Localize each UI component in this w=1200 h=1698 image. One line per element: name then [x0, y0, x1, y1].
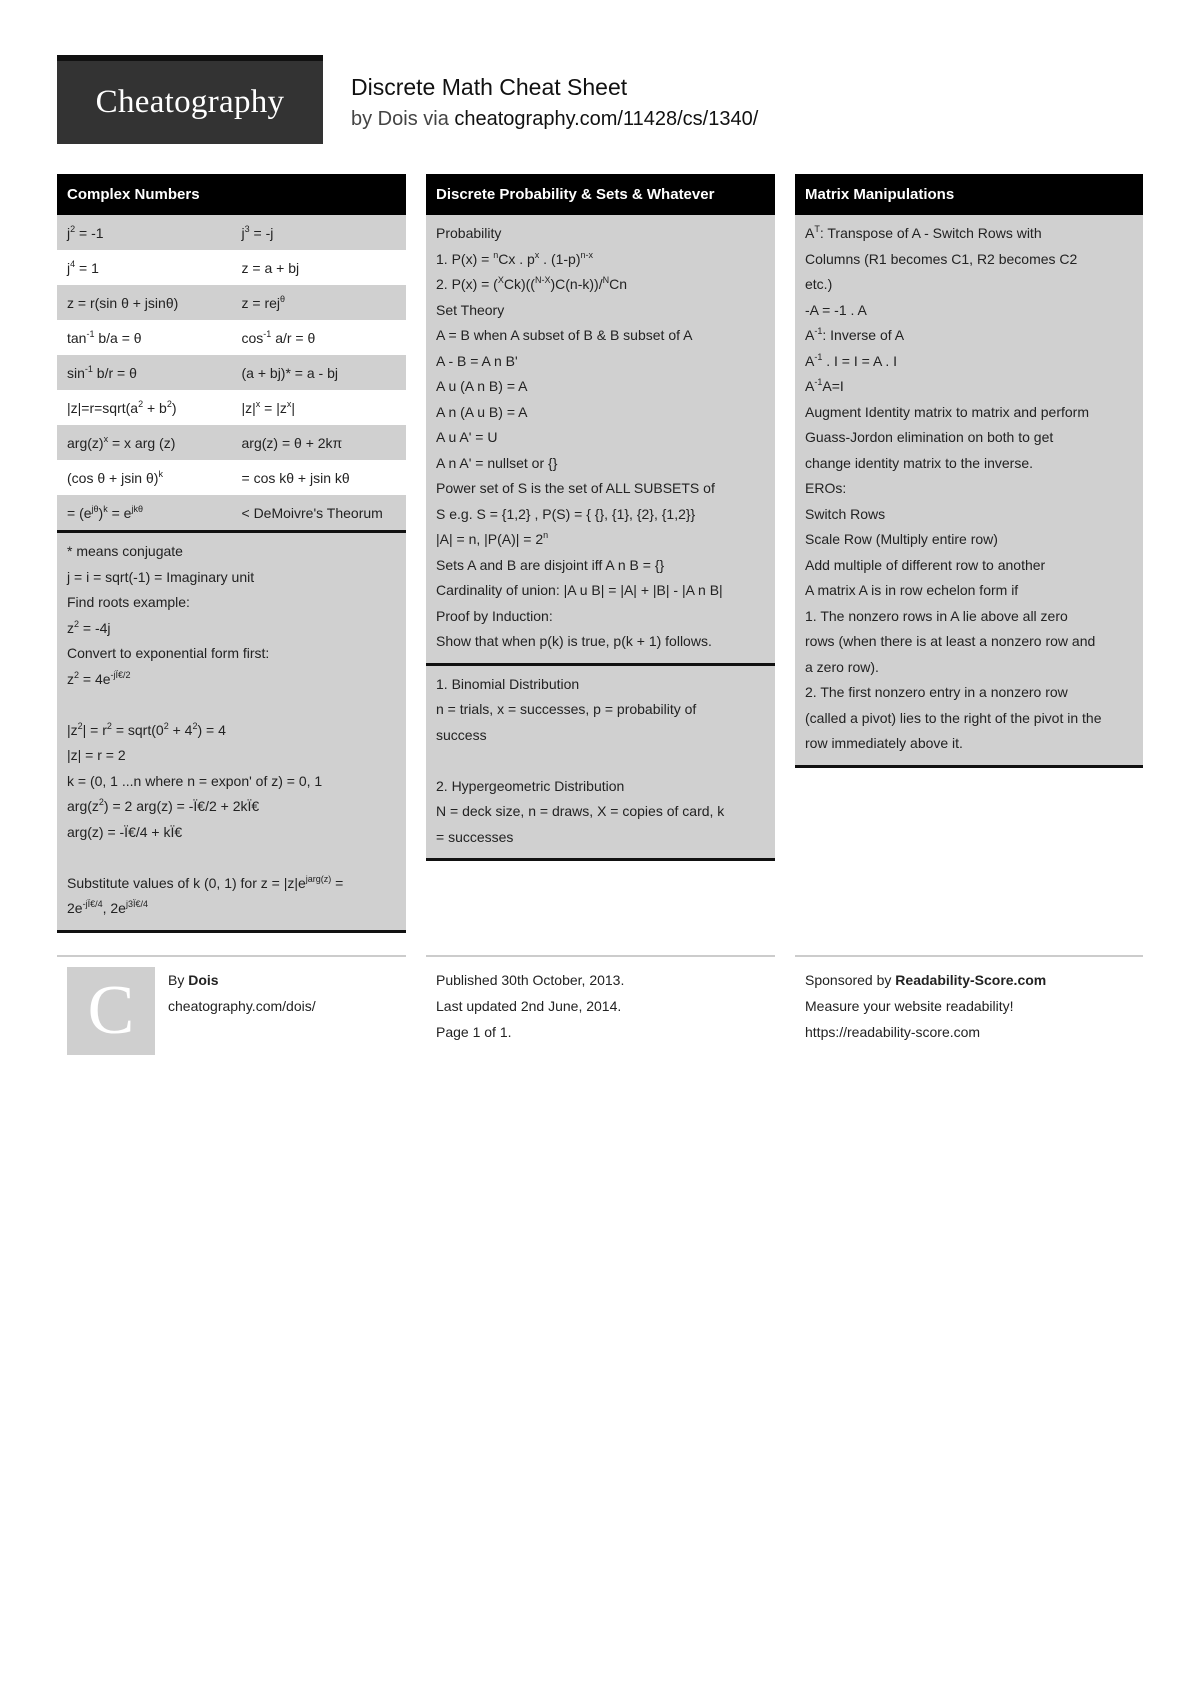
- updated-date: Last updated 2nd June, 2014.: [436, 998, 622, 1014]
- sponsor-info: [805, 967, 1046, 1045]
- table-row: [57, 250, 406, 285]
- table-cell: = cos kθ + jsin kθ: [232, 460, 407, 495]
- note-line: = successes: [436, 828, 514, 845]
- note-line: A u A' = U: [436, 429, 498, 445]
- note-line: j = i = sqrt(-1) = Imaginary unit: [67, 568, 255, 585]
- page-subtitle: [351, 108, 758, 131]
- table-cell: z = a + bj: [232, 250, 407, 285]
- complex-table: [57, 215, 406, 533]
- table-row: [57, 425, 406, 460]
- footer-divider: [426, 955, 775, 957]
- cheatography-logo[interactable]: [57, 55, 323, 144]
- author-profile-link[interactable]: cheatography.com/dois/: [168, 998, 316, 1014]
- note-line: a zero row).: [805, 658, 879, 675]
- distribution-notes: [426, 666, 775, 862]
- publish-info: [436, 967, 624, 1045]
- note-line: Scale Row (Multiply entire row): [805, 531, 998, 547]
- subtitle-by: by Dois via: [351, 108, 455, 130]
- table-cell: arg(z) = θ + 2kπ: [232, 425, 407, 460]
- table-cell: $\cos^{-1} a/r = \theta$: [232, 320, 407, 355]
- note-line: k = (0, 1 ...n where n = expon' of z) = 0, 1: [67, 772, 323, 789]
- table-row: [57, 215, 406, 250]
- table-cell: z = rej$^\theta$: [232, 285, 407, 320]
- note-line: * means conjugate: [67, 543, 183, 559]
- table-cell: (cos θ + jsin θ)$^k$: [57, 460, 232, 495]
- author-info: [168, 967, 316, 1019]
- note-line: $A^T$: Transpose of A - Switch Rows with: [805, 224, 1042, 241]
- section-heading: Discrete Probability & Sets & Whatever: [426, 174, 775, 215]
- probability-notes: [426, 215, 775, 666]
- note-line: Switch Rows: [805, 505, 886, 522]
- complex-notes: [57, 533, 406, 933]
- spacer: [436, 748, 765, 774]
- sponsor-link[interactable]: https://readability-score.com: [805, 1024, 981, 1040]
- table-cell: $|z|=r=sqrt(a^2 + b^2)$: [57, 390, 232, 425]
- cheatsheet-link[interactable]: cheatography.com/11428/cs/1340/: [454, 108, 759, 130]
- table-cell: (a + bj)* = a - bj: [232, 355, 407, 390]
- note-line: EROs:: [805, 480, 847, 496]
- note-line: $2e^{-jÏ€/4}$, $2e^{j3Ï€/4}$: [67, 899, 148, 916]
- note-line: N = deck size, n = draws, X = copies of card, k: [436, 803, 725, 819]
- note-line: |z| = r = 2: [67, 747, 126, 763]
- note-line: Power set of S is the set of ALL SUBSETS of: [436, 480, 715, 496]
- matrix-section: [795, 174, 1143, 768]
- table-cell: $\tan^{-1} b/a = \theta$: [57, 320, 232, 355]
- note-line: $z^2 = 4e^{-jÏ€/2}$: [67, 669, 131, 687]
- note-line: $z^2 = -4j$: [67, 618, 111, 636]
- note-line: A - B = A n B': [436, 352, 518, 369]
- note-line: A matrix A is in row echelon form if: [805, 582, 1019, 598]
- note-line: 2. Hypergeometric Distribution: [436, 777, 625, 794]
- sponsor-line: Sponsored by Readability-Score.com: [805, 972, 1047, 988]
- table-cell: $|z|^x = |z^x|$: [232, 390, 407, 425]
- page-number: Page 1 of 1.: [436, 1024, 512, 1040]
- author-line: By Dois: [168, 972, 219, 988]
- logo-text: Cheatography: [95, 84, 285, 120]
- published-date: Published 30th October, 2013.: [436, 972, 625, 988]
- note-line: A n A' = nullset or {}: [436, 454, 558, 471]
- note-line: n = trials, x = successes, p = probability of: [436, 701, 697, 717]
- probability-section: [426, 174, 775, 861]
- table-cell: $j^2 = -1$: [57, 215, 232, 250]
- note-line: rows (when there is at least a nonzero row and: [805, 633, 1096, 649]
- spacer: [67, 845, 396, 871]
- author-avatar[interactable]: [67, 967, 155, 1055]
- note-line: $A^{-1}$ . I = I = A . I: [805, 351, 898, 369]
- table-cell: $j^4 = 1$: [57, 250, 232, 285]
- note-line: row immediately above it.: [805, 735, 963, 751]
- note-line: arg(z) = -Ï€/4 + kÏ€: [67, 823, 183, 840]
- sponsor-tagline: Measure your website readability!: [805, 998, 1014, 1014]
- table-cell: z = r(sin θ + jsinθ): [57, 285, 232, 320]
- table-row: [57, 495, 406, 532]
- table-row: [57, 320, 406, 355]
- spacer: [67, 692, 396, 718]
- note-line: Substitute values of k (0, 1) for $z = |z|e^{jarg(z)}$ =: [67, 873, 344, 891]
- note-line: 1. P(x) = $^n$Cx . $p^x$ . $(1-p)^{n-x}$: [436, 249, 594, 267]
- note-line: Probability: [436, 225, 502, 241]
- note-line: Guass-Jordon elimination on both to get: [805, 429, 1054, 445]
- matrix-notes: [795, 215, 1143, 768]
- note-line: 2. The first nonzero entry in a nonzero row: [805, 684, 1068, 700]
- avatar-letter: C: [87, 972, 135, 1049]
- note-line: $A^{-1}$: Inverse of A: [805, 326, 905, 343]
- note-line: Convert to exponential form first:: [67, 645, 270, 661]
- table-row: [57, 390, 406, 425]
- note-line: A u (A n B) = A: [436, 378, 528, 394]
- note-line: 2. P(x) = ($^X$Ck)(($^{N-X}$)C(n-k))/$^N$Cn: [436, 275, 627, 292]
- table-row: [57, 285, 406, 320]
- section-heading: Matrix Manipulations: [795, 174, 1143, 215]
- note-line: etc.): [805, 276, 833, 292]
- footer-divider: [57, 955, 406, 957]
- note-line: A = B when A subset of B & B subset of A: [436, 327, 693, 343]
- table-cell: $j^3 = -j$: [232, 215, 407, 250]
- note-line: -A = -1 . A: [805, 301, 867, 318]
- table-cell: $\sin^{-1} b/r = \theta$: [57, 355, 232, 390]
- sponsor-name[interactable]: Readability-Score.com: [895, 972, 1047, 988]
- note-line: A n (A u B) = A: [436, 403, 528, 420]
- note-line: S e.g. S = {1,2} , P(S) = { {}, {1}, {2}, {1,2}}: [436, 505, 696, 522]
- note-line: success: [436, 726, 487, 743]
- table-cell: < DeMoivre's Theorum: [232, 495, 407, 532]
- section-heading: Complex Numbers: [57, 174, 406, 215]
- note-line: Sets A and B are disjoint iff A n B = {}: [436, 556, 665, 573]
- note-line: Show that when p(k) is true, p(k + 1) follows.: [436, 633, 712, 649]
- note-line: Add multiple of different row to another: [805, 556, 1046, 573]
- note-line: (called a pivot) lies to the right of the pivot in the: [805, 709, 1102, 726]
- footer-divider: [795, 955, 1143, 957]
- note-line: |A| = n, $|P(A)| = 2^n$: [436, 530, 549, 547]
- table-row: [57, 460, 406, 495]
- note-line: $|z^2| = r^2$ = $sqrt(0^2 + 4^2) = 4$: [67, 720, 226, 738]
- complex-numbers-section: [57, 174, 406, 933]
- page-title: Discrete Math Cheat Sheet: [351, 74, 628, 100]
- note-line: 1. The nonzero rows in A lie above all zero: [805, 607, 1068, 624]
- table-cell: = $(e^{j\theta})^k = e^{jk\theta}$: [57, 495, 232, 532]
- note-line: Augment Identity matrix to matrix and perform: [805, 403, 1089, 420]
- note-line: Cardinality of union: |A u B| = |A| + |B| - |A n B|: [436, 582, 723, 598]
- note-line: change identity matrix to the inverse.: [805, 454, 1034, 471]
- note-line: $A^{-1}A=I$: [805, 377, 844, 394]
- note-line: Set Theory: [436, 301, 505, 318]
- note-line: 1. Binomial Distribution: [436, 675, 580, 692]
- table-cell: $arg(z)^x = x$ arg (z): [57, 425, 232, 460]
- table-row: [57, 355, 406, 390]
- note-line: Find roots example:: [67, 594, 190, 610]
- note-line: Proof by Induction:: [436, 607, 553, 624]
- note-line: Columns (R1 becomes C1, R2 becomes C2: [805, 250, 1078, 267]
- note-line: $arg(z^2) = 2$ arg(z) = -Ï€/2 + 2kÏ€: [67, 797, 260, 814]
- author-name[interactable]: Dois: [188, 972, 219, 988]
